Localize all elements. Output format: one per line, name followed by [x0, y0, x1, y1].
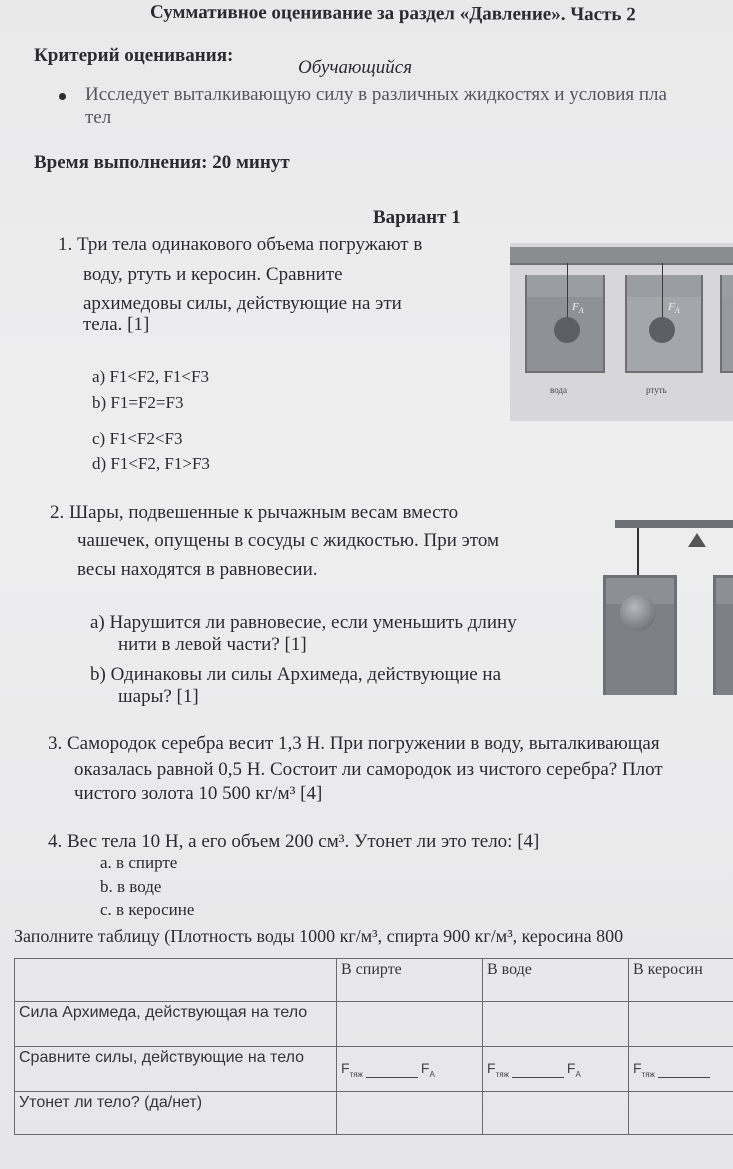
row-label: Утонет ли тело? (да/нет): [15, 1092, 337, 1135]
table-row: [15, 1092, 733, 1135]
q2-figure: [600, 515, 733, 695]
answer-cell[interactable]: [629, 1002, 733, 1047]
q3-line: оказалась равной 0,5 Н. Состоит ли самородок из чистого серебра? Плот: [74, 759, 663, 780]
q2-a-line: a) Нарушится ли равновесие, если уменьшить длину: [90, 612, 517, 633]
q4-option-b: b. в воде: [100, 877, 162, 896]
variant-title: Вариант 1: [373, 207, 461, 228]
answer-cell[interactable]: $F_{тяж}$ $F_A$: [337, 1047, 483, 1092]
q2-line: весы находятся в равновесии.: [77, 559, 318, 580]
criteria-item: Исследует выталкивающую силу в различных жидкостях и условия пла: [85, 84, 667, 105]
q2-b-line: шары? [1]: [118, 686, 199, 707]
q4-option-c: c. в керосине: [100, 900, 195, 919]
answer-cell[interactable]: [483, 1002, 629, 1047]
jar-kerosene: [720, 275, 733, 373]
row-label: Сила Архимеда, действующая на тело: [15, 1002, 337, 1047]
force-arrow-icon: $F_A$: [572, 301, 584, 316]
table-instruction: Заполните таблицу (Плотность воды 1000 кг/м³, спирта 900 кг/м³, керосина 800: [14, 926, 624, 946]
table-row: [15, 1047, 733, 1092]
q1-line: архимедовы силы, действующие на эти: [83, 293, 402, 314]
page-title: Суммативное оценивание за раздел «Давление». Часть 2: [149, 1, 636, 26]
q4-option-a: a. в спирте: [100, 853, 178, 872]
answer-cell[interactable]: [337, 1092, 483, 1135]
stand-bar: [510, 247, 733, 265]
table-row: [15, 1002, 733, 1047]
q1-option-a: a) F1<F2, F1<F3: [92, 367, 209, 386]
criteria-item-continued: тел: [85, 107, 112, 128]
time-limit: Время выполнения: 20 минут: [34, 152, 290, 173]
label-mercury: ртуть: [646, 385, 667, 395]
row-label: Сравните силы, действующие на тело: [15, 1047, 337, 1092]
q2-b-line: b) Одинаковы ли силы Архимеда, действующие на: [90, 664, 502, 685]
table-header-cell: В воде: [483, 959, 629, 1002]
ball-icon: [620, 595, 656, 631]
q3-line: чистого золота 10 500 кг/м³ [4]: [74, 783, 323, 804]
answer-cell[interactable]: $F_{тяж}$ $F_A$: [483, 1047, 629, 1092]
vessel-left: [603, 575, 677, 695]
answer-cell[interactable]: [629, 1092, 733, 1135]
answer-cell[interactable]: [483, 1092, 629, 1135]
scale-beam: [615, 520, 733, 528]
q1-line: 1. Три тела одинакового объема погружают в: [58, 234, 423, 255]
answer-cell[interactable]: $F_{тяж}$: [629, 1047, 733, 1092]
q1-option-d: d) F1<F2, F1>F3: [92, 454, 210, 473]
table-header-row: [15, 959, 733, 1002]
q2-a-line: нити в левой части? [1]: [118, 634, 307, 655]
q1-line: тела. [1]: [83, 314, 150, 335]
q3-line: 3. Самородок серебра весит 1,3 Н. При погружении в воду, выталкивающая: [48, 733, 660, 754]
force-arrow-icon: $F_A$: [668, 301, 680, 316]
table-header-cell: В спирте: [337, 959, 483, 1002]
criteria-label: Критерий оценивания:: [34, 45, 234, 66]
q4-line: 4. Вес тела 10 Н, а его объем 200 см³. Утонет ли это тело: [4]: [48, 831, 540, 852]
q1-figure: [510, 243, 733, 421]
vessel-right: [713, 575, 733, 695]
q1-option-b: b) F1=F2=F3: [92, 393, 184, 412]
table-header-cell: [15, 959, 337, 1002]
q2-line: 2. Шары, подвешенные к рычажным весам вместо: [50, 502, 459, 523]
bullet-icon: [59, 93, 66, 100]
answer-cell[interactable]: [337, 1002, 483, 1047]
ball-icon: [649, 317, 675, 343]
answer-table: [14, 958, 733, 1135]
q1-option-c: c) F1<F2<F3: [92, 429, 183, 448]
q2-line: чашечек, опущены в сосуды с жидкостью. При этом: [77, 530, 499, 551]
ball-icon: [554, 317, 580, 343]
criteria-role: Обучающийся: [298, 57, 413, 78]
pivot-icon: [688, 533, 706, 547]
label-water: вода: [550, 385, 568, 395]
q1-line: воду, ртуть и керосин. Сравните: [83, 264, 343, 285]
table-header-cell: В керосин: [629, 959, 733, 1002]
